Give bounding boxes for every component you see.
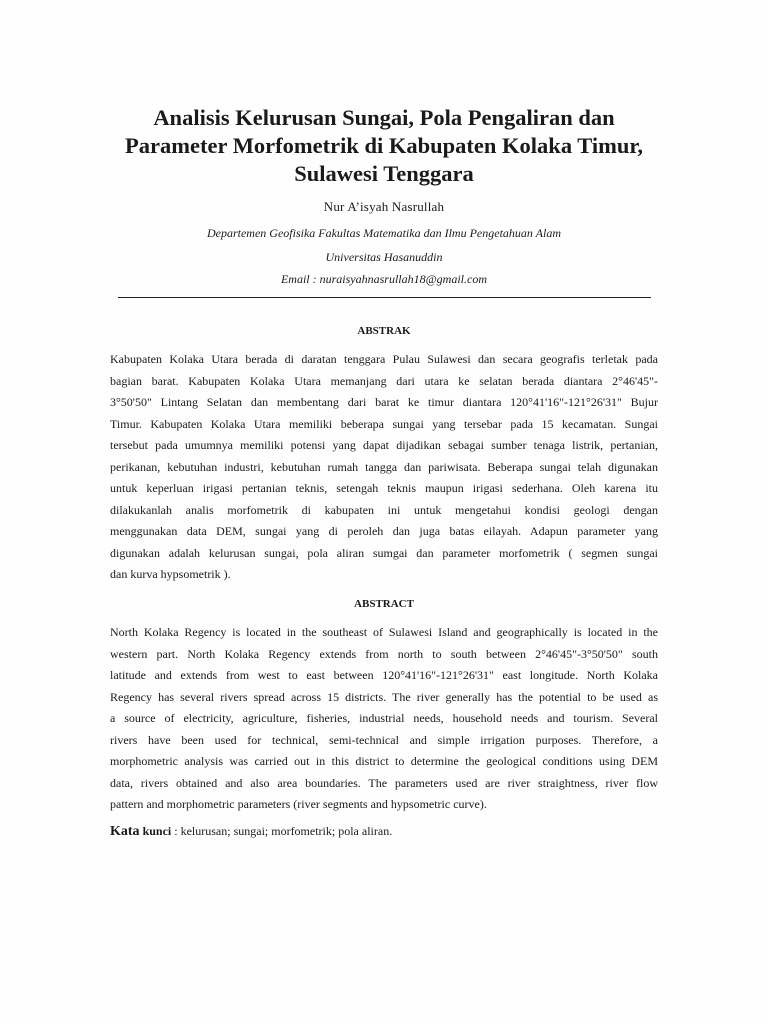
abstract-line: western part. North Kolaka Regency extends from north to south between 2°46'45"-3°50'50" south (110, 646, 658, 661)
author-name: Nur A’isyah Nasrullah (323, 199, 445, 214)
abstract-body (110, 622, 658, 816)
paper-title (80, 104, 688, 188)
abstract-line: data, rivers obtained and also area boundaries. The parameters used are river straightness, river flow (110, 775, 658, 790)
keywords-label-kata: Kata (110, 824, 140, 839)
abstrak-line: perikanan, kebutuhan industri, kebutuhan rumah tangga dan pariwisata. Beberapa sungai telah digunakan (110, 459, 658, 474)
affiliation-university: Universitas Hasanuddin (325, 250, 443, 264)
abstrak-line: digunakan adalah kelurusan sungai, pola aliran sumgai dan parameter morfometrik ( segmen sungai (110, 545, 658, 560)
abstract-line: Regency has several rivers spread across 15 districts. The river generally has the potential to be used as (110, 689, 658, 704)
abstrak-line: Kabupaten Kolaka Utara berada di daratan tenggara Pulau Sulawesi dan secara geografis terletak pada (110, 352, 658, 366)
keywords-label-kunci: kunci (142, 824, 172, 838)
abstrak-line: Timur. Kabupaten Kolaka Utara memiliki beberapa sungai yang tersebar pada 15 kecamatan. Sungai (110, 416, 658, 431)
abstrak-heading: ABSTRAK (357, 325, 411, 337)
header-divider (118, 297, 651, 298)
title-line: Sulawesi Tenggara (294, 161, 474, 186)
abstrak-line: 3°50'50" Lintang Selatan dan membentang dari barat ke timur diantara 120°41'16"-121°26'31" Bujur (110, 395, 658, 409)
abstrak-line: dan kurva hypsometrik ). (110, 567, 231, 581)
abstrak-line: bagian barat. Kabupaten Kolaka Utara memanjang dari utara ke selatan berada diantara 2°46'45"- (110, 373, 658, 388)
abstract-line: North Kolaka Regency is located in the southeast of Sulawesi Island and geographically is located in the (110, 625, 658, 639)
abstrak-line: menggunakan data DEM, sungai yang di peroleh dan juga batas eilayah. Adapun parameter yang (110, 524, 658, 538)
abstrak-line: untuk keperluan irigasi pertanian teknis, setengah teknis maupun irigasi sederhana. Oleh karena itu (110, 481, 658, 495)
title-line: Analisis Kelurusan Sungai, Pola Pengaliran dan (153, 105, 615, 130)
abstract-line: a source of electricity, agriculture, fisheries, industrial needs, household needs and tourism. Several (110, 711, 658, 725)
abstract-heading: ABSTRACT (354, 598, 414, 610)
abstract-line: rivers have been used for technical, semi-technical and simple irrigation purposes. Therefore, a (110, 732, 658, 747)
author-email: Email : nuraisyahnasrullah18@gmail.com (280, 272, 488, 286)
abstract-line: morphometric analysis was carried out in this district to determine the geological conditions using DEM (110, 754, 658, 768)
keywords-line (110, 824, 392, 840)
abstrak-line: dilakukanlah analis morfometrik di kabupaten ini untuk mengetahui kondisi geologi dengan (110, 502, 658, 517)
abstract-line: pattern and morphometric parameters (river segments and hypsometric curve). (110, 797, 487, 811)
affiliation-department: Departemen Geofisika Fakultas Matematika dan Ilmu Pengetahuan Alam (206, 226, 562, 240)
abstrak-body (110, 349, 658, 586)
abstrak-line: tersebut pada umumnya memiliki potensi yang dapat dijadikan sebagai sumber tenaga listrik, pertanian, (110, 438, 658, 452)
abstract-line: latitude and extends from west to east between 120°41'16"-121°26'31" east longitude. North Kolaka (110, 668, 658, 682)
keywords-text: : kelurusan; sungai; morfometrik; pola aliran. (171, 824, 393, 838)
title-line: Parameter Morfometrik di Kabupaten Kolaka Timur, (125, 133, 643, 158)
